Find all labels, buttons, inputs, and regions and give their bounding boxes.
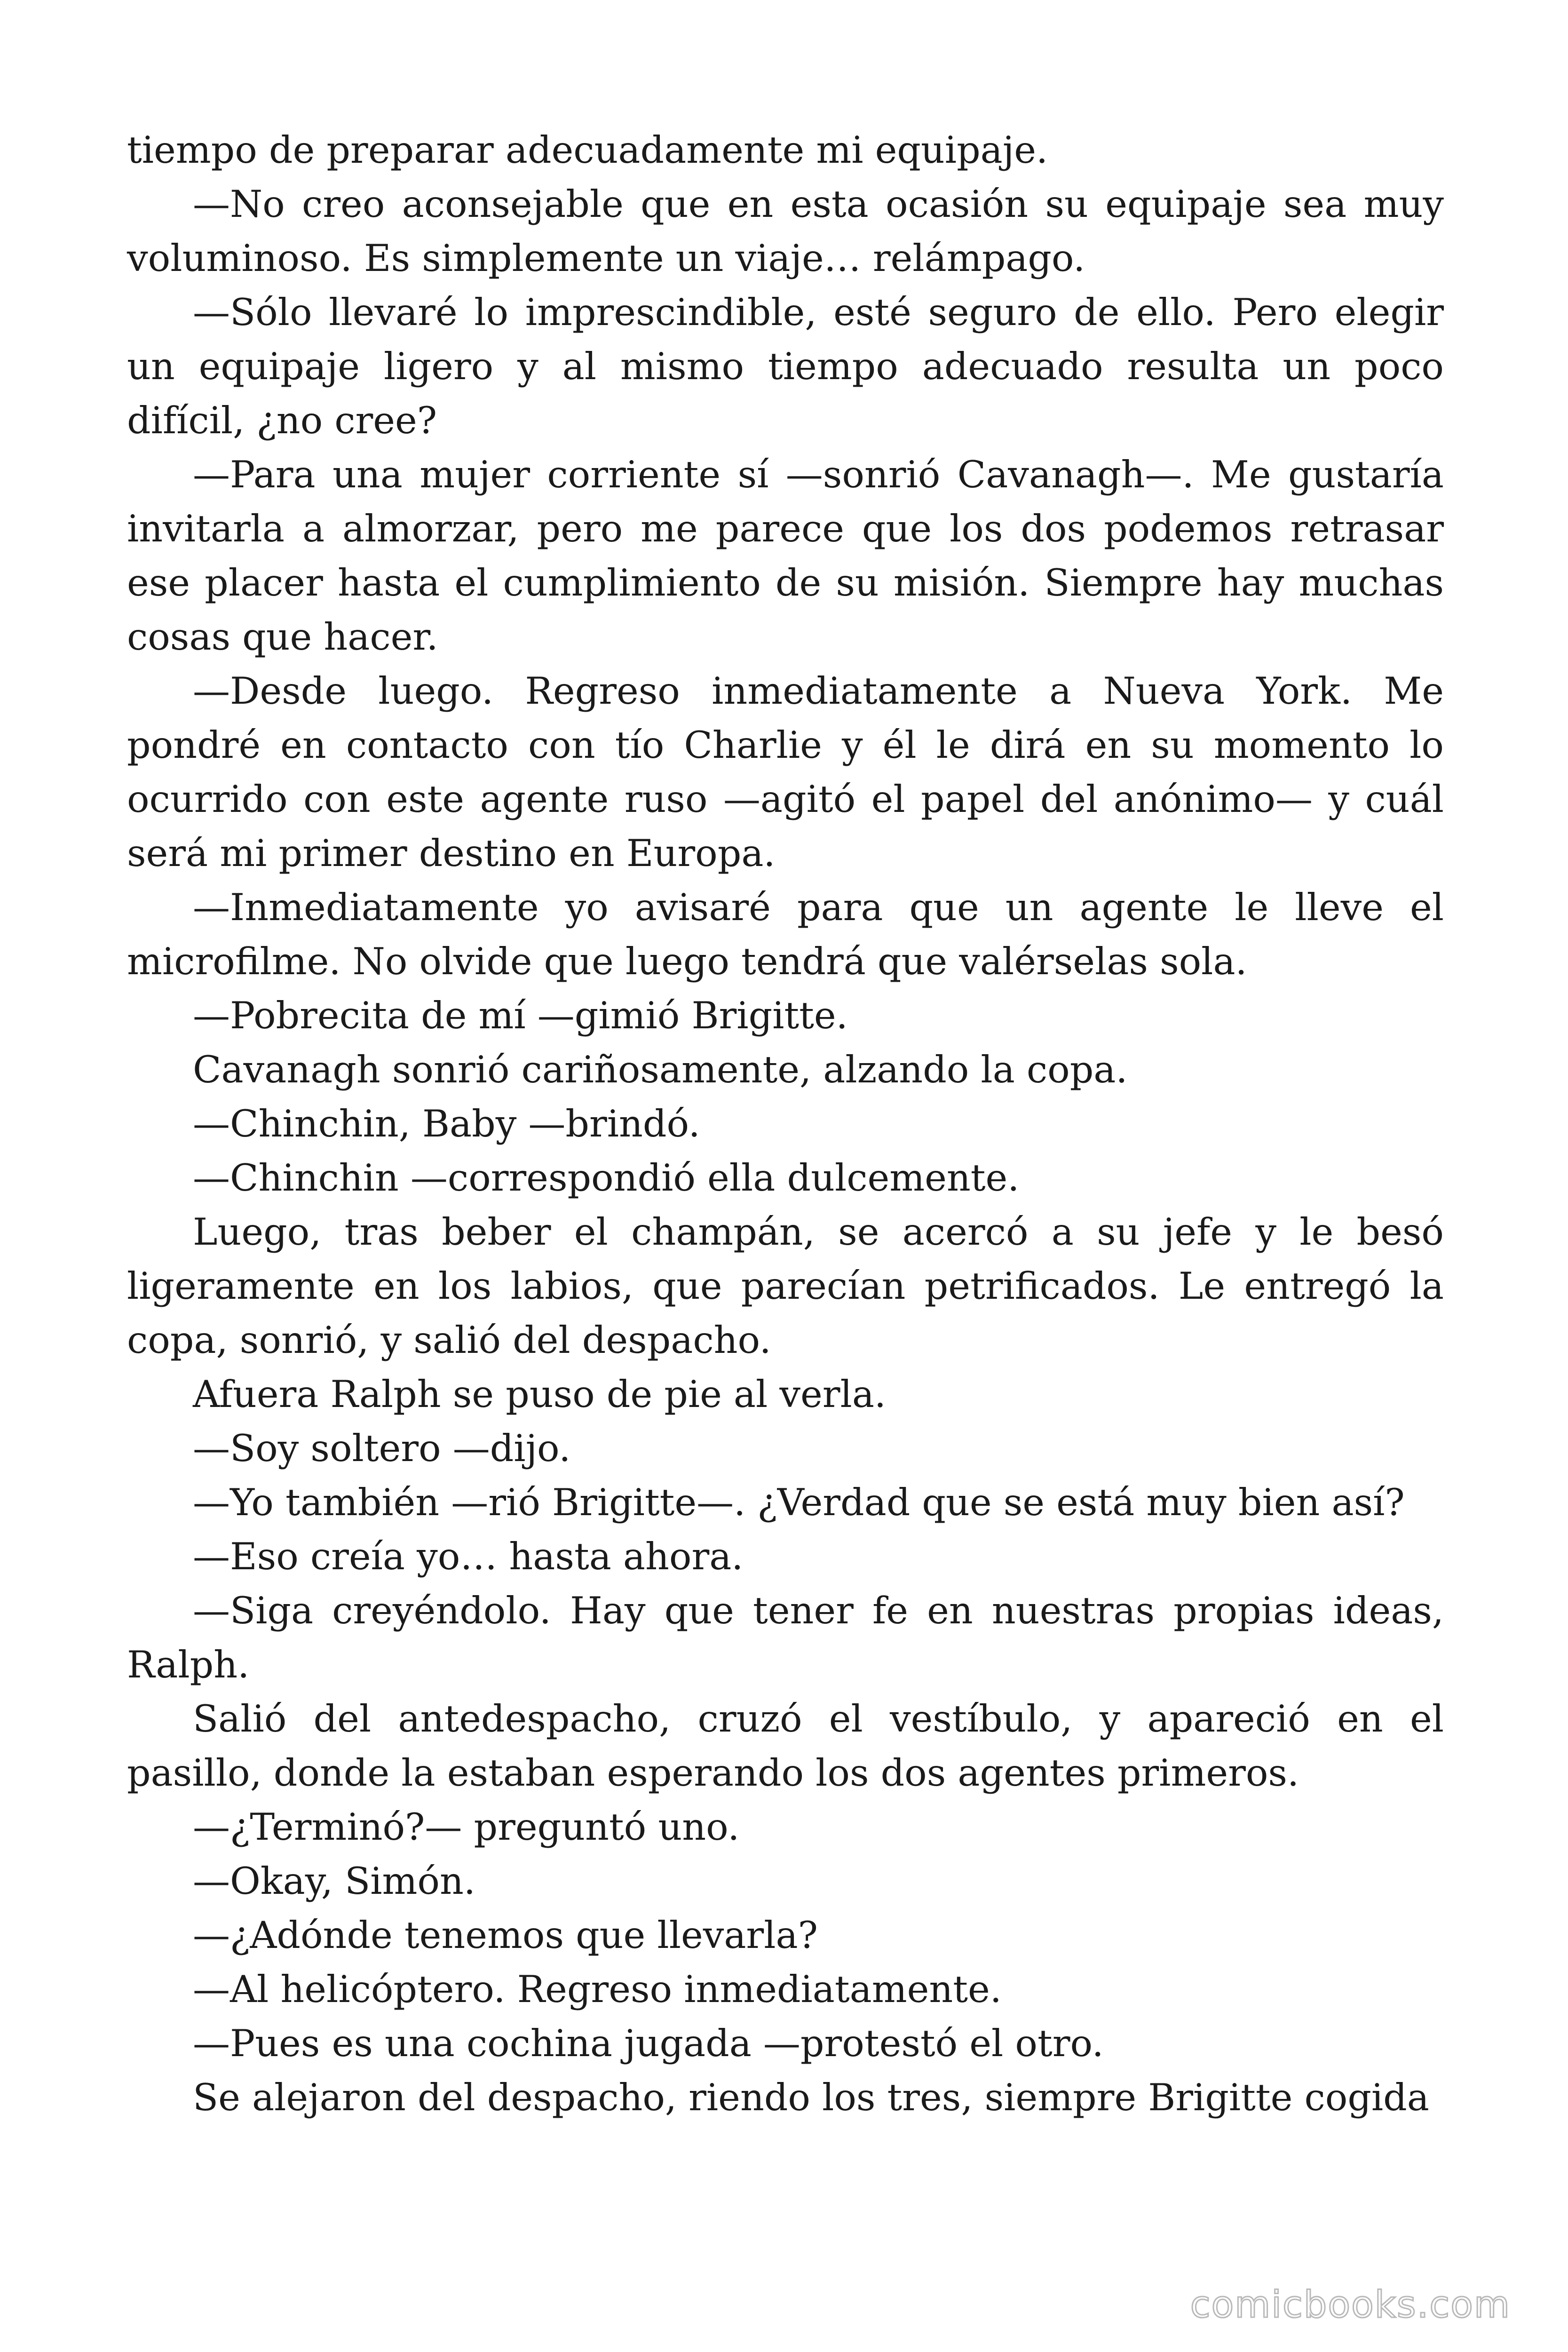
paragraph: —Desde luego. Regreso inmediatamente a Nueva York. Me pondré en contacto con tío Charlie y él le dirá en su momento lo ocurrido con este agente ruso —agitó el papel del anónimo— y cuál será mi primer destino en Europa. xyxy=(127,669,1444,875)
paragraph: Luego, tras beber el champán, se acercó a su jefe y le besó ligeramente en los labios, que parecían petrificados. Le entregó la copa, sonrió, y salió del despacho. xyxy=(127,1210,1444,1362)
paragraph: Se alejaron del despacho, riendo los tres, siempre Brigitte cogida xyxy=(193,2076,1429,2119)
paragraph: —Pues es una cochina jugada —protestó el otro. xyxy=(193,2022,1104,2065)
paragraph: —Para una mujer corriente sí —sonrió Cavanagh—. Me gustaría invitarla a almorzar, pero me parece que los dos podemos retrasar ese placer hasta el cumplimiento de su misión. Siempre hay muchas cosas que hacer. xyxy=(127,453,1444,659)
paragraph: —Chinchin —correspondió ella dulcemente. xyxy=(193,1156,1020,1200)
paragraph: —Sólo llevaré lo imprescindible, esté seguro de ello. Pero elegir un equipaje ligero y al mismo tiempo adecuado resulta un poco difícil, ¿no cree? xyxy=(127,291,1444,442)
paragraph: —Eso creía yo… hasta ahora. xyxy=(193,1535,744,1578)
paragraph: —Siga creyéndolo. Hay que tener fe en nuestras propias ideas, Ralph. xyxy=(127,1589,1444,1686)
paragraph: Afuera Ralph se puso de pie al verla. xyxy=(193,1373,887,1416)
paragraph: —Okay, Simón. xyxy=(193,1859,475,1903)
paragraph: —Al helicóptero. Regreso inmediatamente. xyxy=(193,1968,1002,2011)
paragraph: —¿Adónde tenemos que llevarla? xyxy=(193,1914,818,1957)
watermark: comicbooks.com xyxy=(1190,2284,1511,2326)
paragraph: tiempo de preparar adecuadamente mi equipaje. xyxy=(127,128,1048,172)
paragraph: —Inmediatamente yo avisaré para que un agente le lleve el microfilme. No olvide que luego tendrá que valérselas sola. xyxy=(127,886,1444,983)
body-text xyxy=(127,123,1444,2125)
paragraph: Cavanagh sonrió cariñosamente, alzando la copa. xyxy=(193,1048,1128,1091)
paragraph: —Pobrecita de mí —gimió Brigitte. xyxy=(193,994,848,1037)
paragraph: —Yo también —rió Brigitte—. ¿Verdad que se está muy bien así? xyxy=(193,1481,1405,1524)
paragraph: Salió del antedespacho, cruzó el vestíbulo, y apareció en el pasillo, donde la estaban esperando los dos agentes primeros. xyxy=(127,1697,1444,1795)
paragraph: —No creo aconsejable que en esta ocasión su equipaje sea muy voluminoso. Es simplemente un viaje… relámpago. xyxy=(127,183,1444,280)
paragraph: —Soy soltero —dijo. xyxy=(193,1427,571,1470)
paragraph: —Chinchin, Baby —brindó. xyxy=(193,1102,700,1145)
paragraph: —¿Terminó?— preguntó uno. xyxy=(193,1805,740,1849)
